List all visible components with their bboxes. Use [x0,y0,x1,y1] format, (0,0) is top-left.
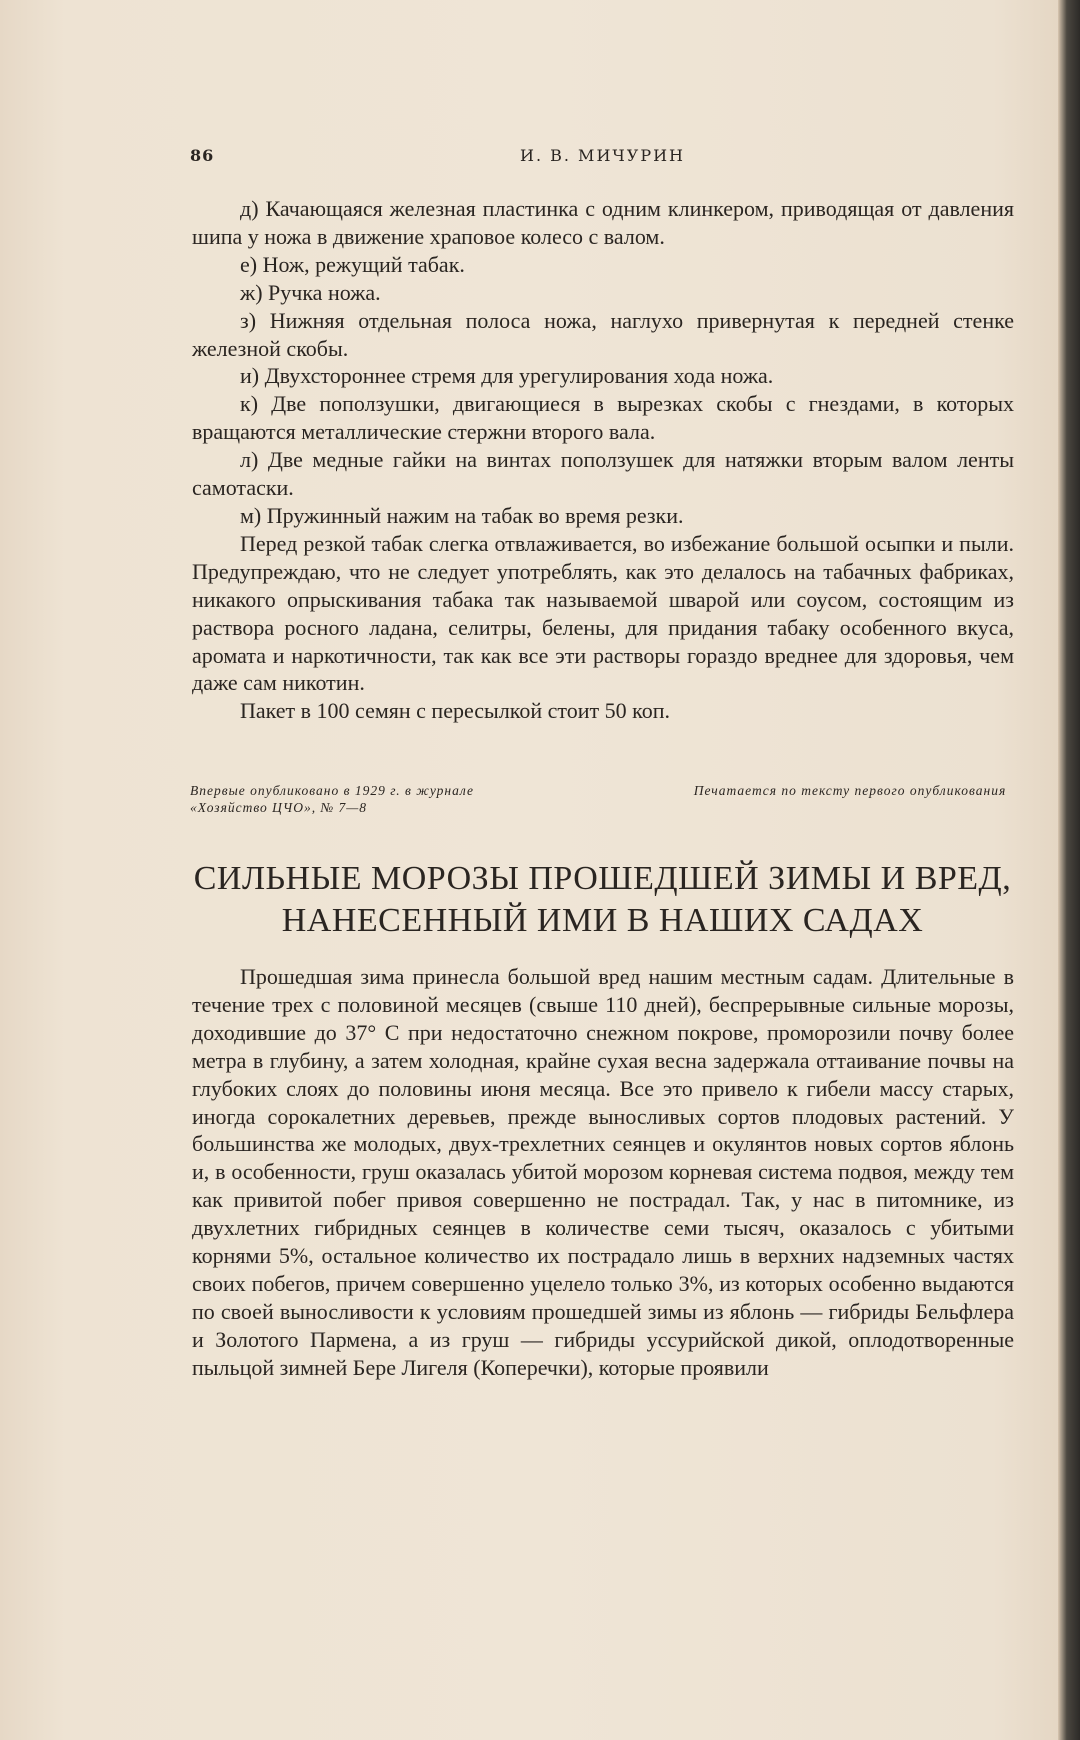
page-header [190,146,1015,170]
article-title [170,858,1035,942]
list-item: и) Двухстороннее стремя для урегулирования хода ножа. [240,363,774,389]
list-section [192,195,1014,725]
article-body [192,963,1014,1382]
list-item: е) Нож, режущий табак. [240,251,465,277]
page-number: 86 [190,146,215,165]
note-first-published: Впервые опубликовано в 1929 г. в журнале «Хозяйство ЦЧО», № 7—8 [190,783,475,815]
list-item: к) Две поползушки, двигающиеся в вырезках скобы с гнездами, в которых вращаются металлические стержни второго вала. [192,391,1014,445]
list-item: м) Пружинный нажим на табак во время резки. [240,502,684,528]
note-source: Печатается по тексту первого опубликования [693,783,1007,798]
paragraph: Перед резкой табак слегка отвлаживается, во избежание большой осыпки и пыли. Предупреждаю, что не следует употреблять, как это делалось на табачных фабриках, никакого опрыскивания табака так называемой шварой или соусом, состоящим из раствора росного ладана, селитры, белены, для придания табаку особенного вкуса, аромата и наркотичности, так как все эти растворы гораздо вреднее для здоровья, чем даже сам никотин. [192,530,1014,696]
paragraph: Прошедшая зима принесла большой вред нашим местным садам. Длительные в течение трех с половиной месяцев (свыше 110 дней), беспрерывные сильные морозы, доходившие до 37° С при недостаточно снежном покрове, проморозили почву более метра в глубину, а затем холодная, крайне сухая весна задержала оттаивание почвы на глубоких слоях до половины июня месяца. Все это привело к гибели массу старых, иногда сорокалетних деревьев, прежде выносливых сортов плодовых растений. У большинства же молодых, двух-трехлетних сеянцев и окулянтов новых сортов яблонь и, в особенности, груш оказалась убитой морозом корневая система подвоя, между тем как привитой побег привоя совершенно не пострадал. Так, у нас в питомнике, из двухлетних гибридных сеянцев в количестве семи тысяч, оказалось с убитыми корнями 5%, остальное количество их пострадало лишь в верхних надземных частях своих побегов, причем совершенно уцелело только 3%, из которых особенно выдаются по своей выносливости к условиям прошедшей зимы из яблонь — гибриды Бельфлера и Золотого Пармена, а из груш — гибриды уссурийской дикой, оплодотворенные пыльцой зимней Бере Лигеля (Коперечки), которые проявили [192,964,1014,1380]
list-item: д) Качающаяся железная пластинка с одним клинкером, приводящая от давления шипа у ножа в движение храповое колесо с валом. [192,196,1014,249]
article-title-line: СИЛЬНЫЕ МОРОЗЫ ПРОШЕДШЕЙ ЗИМЫ И ВРЕД, [193,860,1012,897]
running-head: И. В. МИЧУРИН [520,146,685,165]
page-edge-shadow [1058,0,1080,1740]
article-title-line: НАНЕСЕННЫЙ ИМИ В НАШИХ САДАХ [281,902,924,939]
paragraph: Пакет в 100 семян с пересылкой стоит 50 коп. [240,698,670,724]
list-item: л) Две медные гайки на винтах поползушек для натяжки вторым валом ленты самотаски. [192,447,1014,501]
list-item: ж) Ручка ножа. [240,279,381,305]
list-item: з) Нижняя отдельная полоса ножа, наглухо привернутая к передней стенке железной скобы. [192,307,1014,361]
